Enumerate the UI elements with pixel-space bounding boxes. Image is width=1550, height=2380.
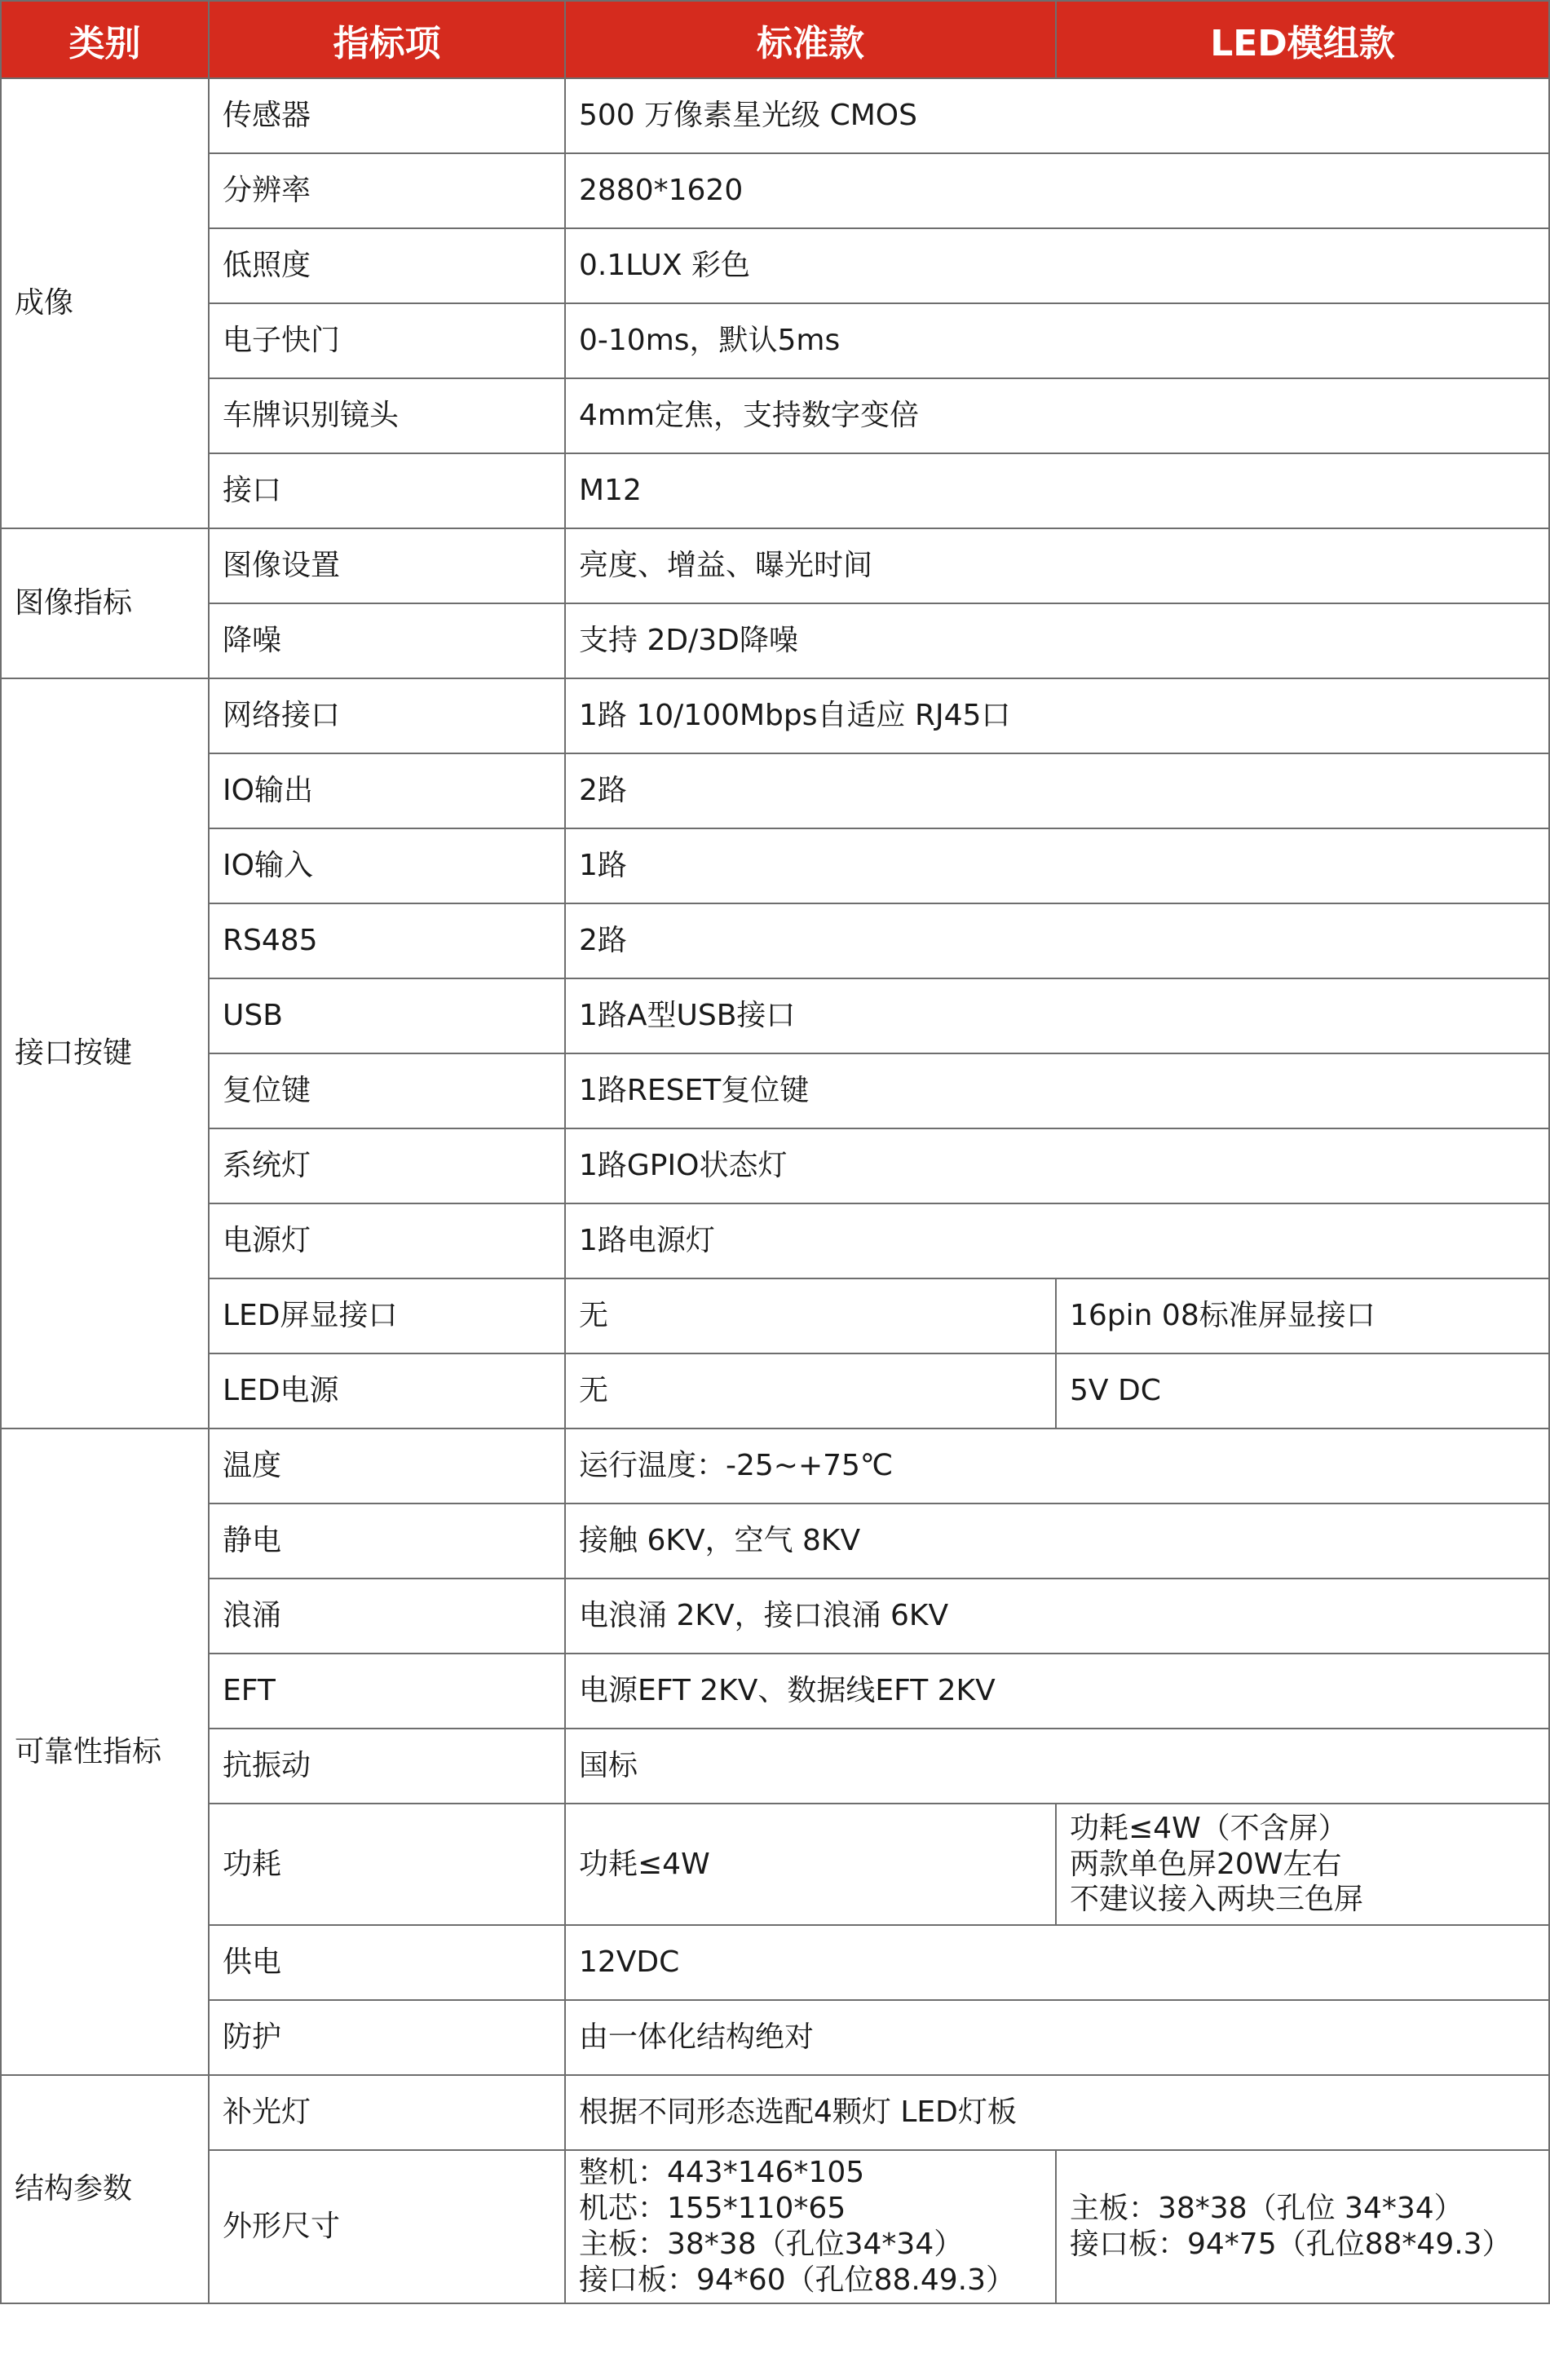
table-row [1,2150,1549,2303]
item-cell: 系统灯 [209,1128,565,1203]
table-row [1,1353,1549,1428]
item-cell: USB [209,978,565,1053]
table-row [1,378,1549,453]
table-row [1,453,1549,528]
led-value-cell: 功耗≤4W（不含屏） 两款单色屏20W左右 不建议接入两块三色屏 [1056,1804,1549,1925]
value-cell: 支持 2D/3D降噪 [565,603,1549,678]
item-cell: 传感器 [209,78,565,153]
value-cell: 电浪涌 2KV，接口浪涌 6KV [565,1579,1549,1654]
value-cell: 1路RESET复位键 [565,1053,1549,1128]
standard-value-cell: 功耗≤4W [565,1804,1056,1925]
table-row [1,1579,1549,1654]
table-row [1,603,1549,678]
value-cell: 12VDC [565,1925,1549,2000]
header-led-module: LED模组款 [1056,1,1549,78]
table-row [1,1428,1549,1504]
standard-value-cell: 整机：443*146*105 机芯：155*110*65 主板：38*38（孔位34*34） 接口板：94*60（孔位88.49.3） [565,2150,1056,2303]
value-cell: 亮度、增益、曝光时间 [565,528,1549,603]
value-cell: 1路电源灯 [565,1203,1549,1278]
value-cell: M12 [565,453,1549,528]
value-cell: 运行温度：-25~+75℃ [565,1428,1549,1504]
value-cell: 1路 10/100Mbps自适应 RJ45口 [565,678,1549,753]
item-cell: EFT [209,1654,565,1729]
header-standard: 标准款 [565,1,1056,78]
value-cell: 根据不同形态选配4颗灯 LED灯板 [565,2075,1549,2150]
value-cell: 500 万像素星光级 CMOS [565,78,1549,153]
item-cell: 低照度 [209,228,565,303]
item-cell: 抗振动 [209,1729,565,1804]
category-cell: 可靠性指标 [1,1428,209,2075]
table-row [1,978,1549,1053]
table-row [1,678,1549,753]
standard-value-cell: 无 [565,1278,1056,1353]
table-row [1,1053,1549,1128]
item-cell: 分辨率 [209,153,565,228]
table-row [1,1925,1549,2000]
table-row [1,1203,1549,1278]
table-body [1,78,1549,2303]
category-cell: 图像指标 [1,528,209,678]
item-cell: 电源灯 [209,1203,565,1278]
item-cell: IO输入 [209,828,565,903]
item-cell: 降噪 [209,603,565,678]
table-row [1,153,1549,228]
table-row [1,2000,1549,2075]
table-row [1,228,1549,303]
value-cell: 2880*1620 [565,153,1549,228]
header-item: 指标项 [209,1,565,78]
item-cell: 复位键 [209,1053,565,1128]
value-cell: 国标 [565,1729,1549,1804]
led-value-cell: 主板：38*38（孔位 34*34） 接口板：94*75（孔位88*49.3） [1056,2150,1549,2303]
table-header [1,1,1549,78]
item-cell: 功耗 [209,1804,565,1925]
table-row [1,1278,1549,1353]
category-cell: 接口按键 [1,678,209,1428]
item-cell: RS485 [209,903,565,978]
item-cell: 车牌识别镜头 [209,378,565,453]
table-row [1,528,1549,603]
item-cell: 网络接口 [209,678,565,753]
item-cell: 电子快门 [209,303,565,378]
value-cell: 0.1LUX 彩色 [565,228,1549,303]
item-cell: 温度 [209,1428,565,1504]
item-cell: 防护 [209,2000,565,2075]
table-row [1,903,1549,978]
led-value-cell: 5V DC [1056,1353,1549,1428]
table-row [1,2075,1549,2150]
value-cell: 2路 [565,903,1549,978]
item-cell: 供电 [209,1925,565,2000]
header-category: 类别 [1,1,209,78]
item-cell: 图像设置 [209,528,565,603]
value-cell: 接触 6KV，空气 8KV [565,1504,1549,1579]
table-row [1,753,1549,828]
table-row [1,828,1549,903]
item-cell: LED屏显接口 [209,1278,565,1353]
header-row [1,1,1549,78]
item-cell: 浪涌 [209,1579,565,1654]
item-cell: 外形尺寸 [209,2150,565,2303]
table-row [1,1128,1549,1203]
value-cell: 1路A型USB接口 [565,978,1549,1053]
table-row [1,1729,1549,1804]
value-cell: 1路 [565,828,1549,903]
table-row [1,78,1549,153]
table-row [1,303,1549,378]
value-cell: 1路GPIO状态灯 [565,1128,1549,1203]
value-cell: 0-10ms，默认5ms [565,303,1549,378]
table-row [1,1654,1549,1729]
table-row [1,1804,1549,1925]
value-cell: 电源EFT 2KV、数据线EFT 2KV [565,1654,1549,1729]
item-cell: IO输出 [209,753,565,828]
item-cell: 静电 [209,1504,565,1579]
category-cell: 成像 [1,78,209,528]
table-row [1,1504,1549,1579]
value-cell: 2路 [565,753,1549,828]
value-cell: 由一体化结构绝对 [565,2000,1549,2075]
item-cell: 补光灯 [209,2075,565,2150]
standard-value-cell: 无 [565,1353,1056,1428]
item-cell: 接口 [209,453,565,528]
value-cell: 4mm定焦，支持数字变倍 [565,378,1549,453]
item-cell: LED电源 [209,1353,565,1428]
led-value-cell: 16pin 08标准屏显接口 [1056,1278,1549,1353]
category-cell: 结构参数 [1,2075,209,2303]
